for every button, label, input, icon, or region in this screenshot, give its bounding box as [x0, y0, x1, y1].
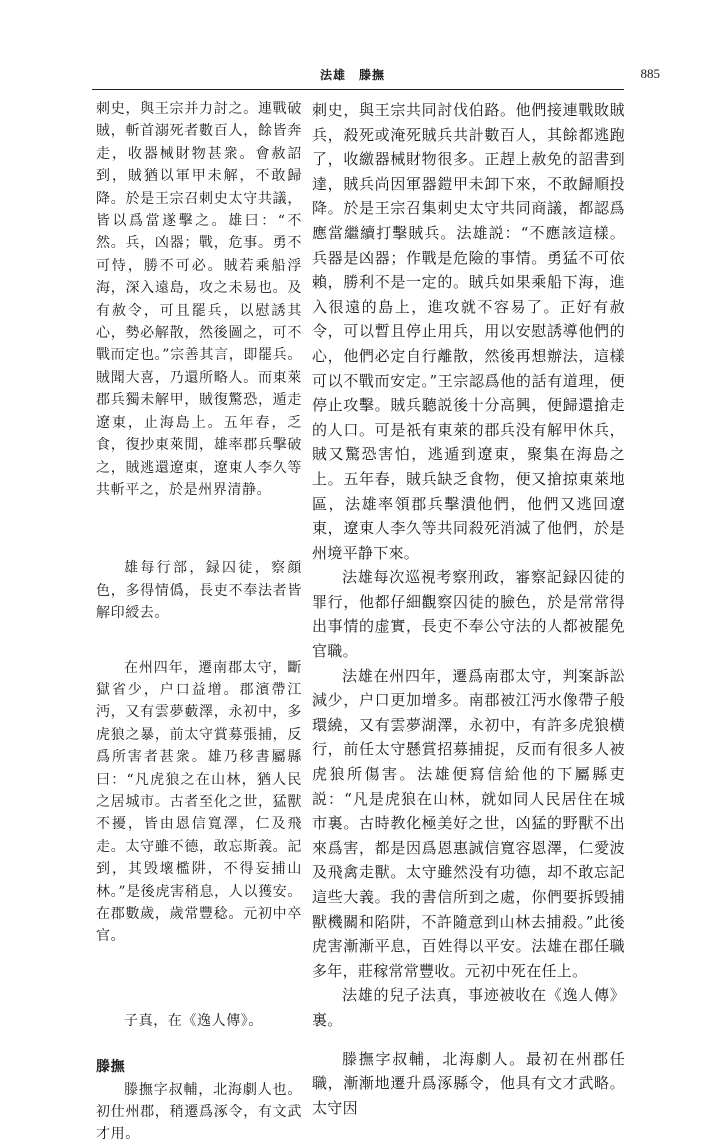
- page-number: 885: [640, 66, 660, 81]
- translation-paragraph-4: 法雄的兒子法真，事迹被收在《逸人傳》裏。: [312, 986, 625, 1029]
- translation-paragraph-5: 滕撫字叔輔，北海劇人。最初在州郡任職，漸漸地遷升爲涿縣令，他具有文才武略。太守因: [312, 1049, 625, 1117]
- running-title: 法雄 滕撫: [320, 68, 386, 82]
- classical-paragraph-4: 子真，在《逸人傳》。: [124, 1012, 263, 1029]
- classical-paragraph-3: 在州四年，遷南郡太守，斷獄省少，户口益增。郡濱帶江沔，又有雲夢藪澤，永初中，多虎狼之暴，前太守賞募張捕，反爲所害者甚衆。雄乃移書屬縣曰：“凡虎狼之在山林，猶人民之居城市。古者至化之世，猛獸不擾，皆由恩信寬澤，仁及飛走。太守雖不德，敢忘斯義。記到，其毁壞檻阱，不得妄捕山林。”是後虎害稍息，人以獲安。在郡數歲，歲常豐稔。元初中卒官。: [96, 659, 302, 945]
- translation-paragraph-2: 法雄每次巡視考察刑政，審察記録囚徒的罪行，他都仔細觀察囚徒的臉色，於是常常得出事情的虚實，長吏不奉公守法的人都被罷免官職。: [312, 568, 625, 661]
- classical-paragraph-2: 雄每行部，録囚徒，察顔色，多得情僞，長吏不奉法者皆解印綬去。: [96, 560, 302, 622]
- header-rule: [92, 89, 624, 90]
- translation-paragraph-3: 法雄在州四年，遷爲南郡太守，判案訴訟減少，户口更加增多。南郡被江沔水像帶子般環繞，又有雲夢湖澤，永初中，有許多虎狼横行，前任太守懸賞招募捕捉，反而有很多人被虎狼所傷害。法雄便寫信給他的下屬縣吏説：“凡是虎狼在山林，就如同人民居住在城市裏。古時教化極美好之世，凶猛的野獸不出來爲害，都是因爲恩惠誠信寬容恩澤，仁愛波及飛禽走獸。太守雖然没有功德，却不敢忘記這些大義。我的書信所到之處，你們要拆毁捕獸機關和陷阱，不許隨意到山林去捕殺。”此後虎害漸漸平息，百姓得以平安。法雄在郡任職多年，莊稼常常豐收。元初中死在任上。: [312, 666, 625, 980]
- classical-text-column: [96, 98, 302, 1146]
- classical-paragraph-5: 滕撫字叔輔，北海劇人也。初仕州郡，稍遷爲涿令，有文武才用。: [96, 1081, 302, 1143]
- classical-paragraph-1: 刺史，與王宗并力討之。連戰破賊，斬首溺死者數百人，餘皆奔走，收器械財物甚衆。會赦詔到，賊猶以軍甲未解，不敢歸降。於是王宗召刺史太守共議，皆以爲當遂擊之。雄曰：“不然。兵，凶器；戰，危事。勇不可恃，勝不可必。賊若乘船浮海，深入遠島，攻之未易也。及有赦令，可且罷兵，以慰誘其心，勢必解散，然後圖之，可不戰而定也。”宗善其言，即罷兵。賊聞大喜，乃還所略人。而東萊郡兵獨未解甲，賊復驚恐，遁走遼東，止海島上。五年春，乏食，復抄東萊閒，雄率郡兵擊破之，賊逃還遼東，遼東人李久等共斬平之，於是州界清静。: [96, 101, 302, 498]
- section-heading: 滕撫: [96, 1059, 126, 1076]
- translation-column: [312, 98, 625, 1120]
- translation-paragraph-1: 刺史，與王宗共同討伐伯路。他們接連戰敗賊兵，殺死或淹死賊兵共計數百人，其餘都逃跑了，收繳器械財物很多。正趕上赦免的詔書到達，賊兵尚因軍器鎧甲未卸下來，不敢歸順投降。於是王宗召集刺史太守共同商議，都認爲應當繼續打擊賊兵。法雄説：“不應該這樣。兵器是凶器；作戰是危險的事情。勇猛不可依賴，勝利不是一定的。賊兵如果乘船下海，進入很遠的島上，進攻就不容易了。正好有赦令，可以暫且停止用兵，用以安慰誘導他們的心，他們必定自行離散，然後再想辦法，這樣可以不戰而安定。”王宗認爲他的話有道理，便停止攻擊。賊兵聽説後十分高興，便歸還搶走的人口。可是祇有東萊的郡兵没有解甲休兵，賊又驚恐害怕，逃遁到遼東，聚集在海島之上。五年春，賊兵缺乏食物，便又搶掠東萊地區，法雄率領郡兵擊潰他們，他們又逃回遼東，遼東人李久等共同殺死消滅了他們，於是州境平静下來。: [312, 101, 625, 562]
- running-header: [60, 66, 660, 86]
